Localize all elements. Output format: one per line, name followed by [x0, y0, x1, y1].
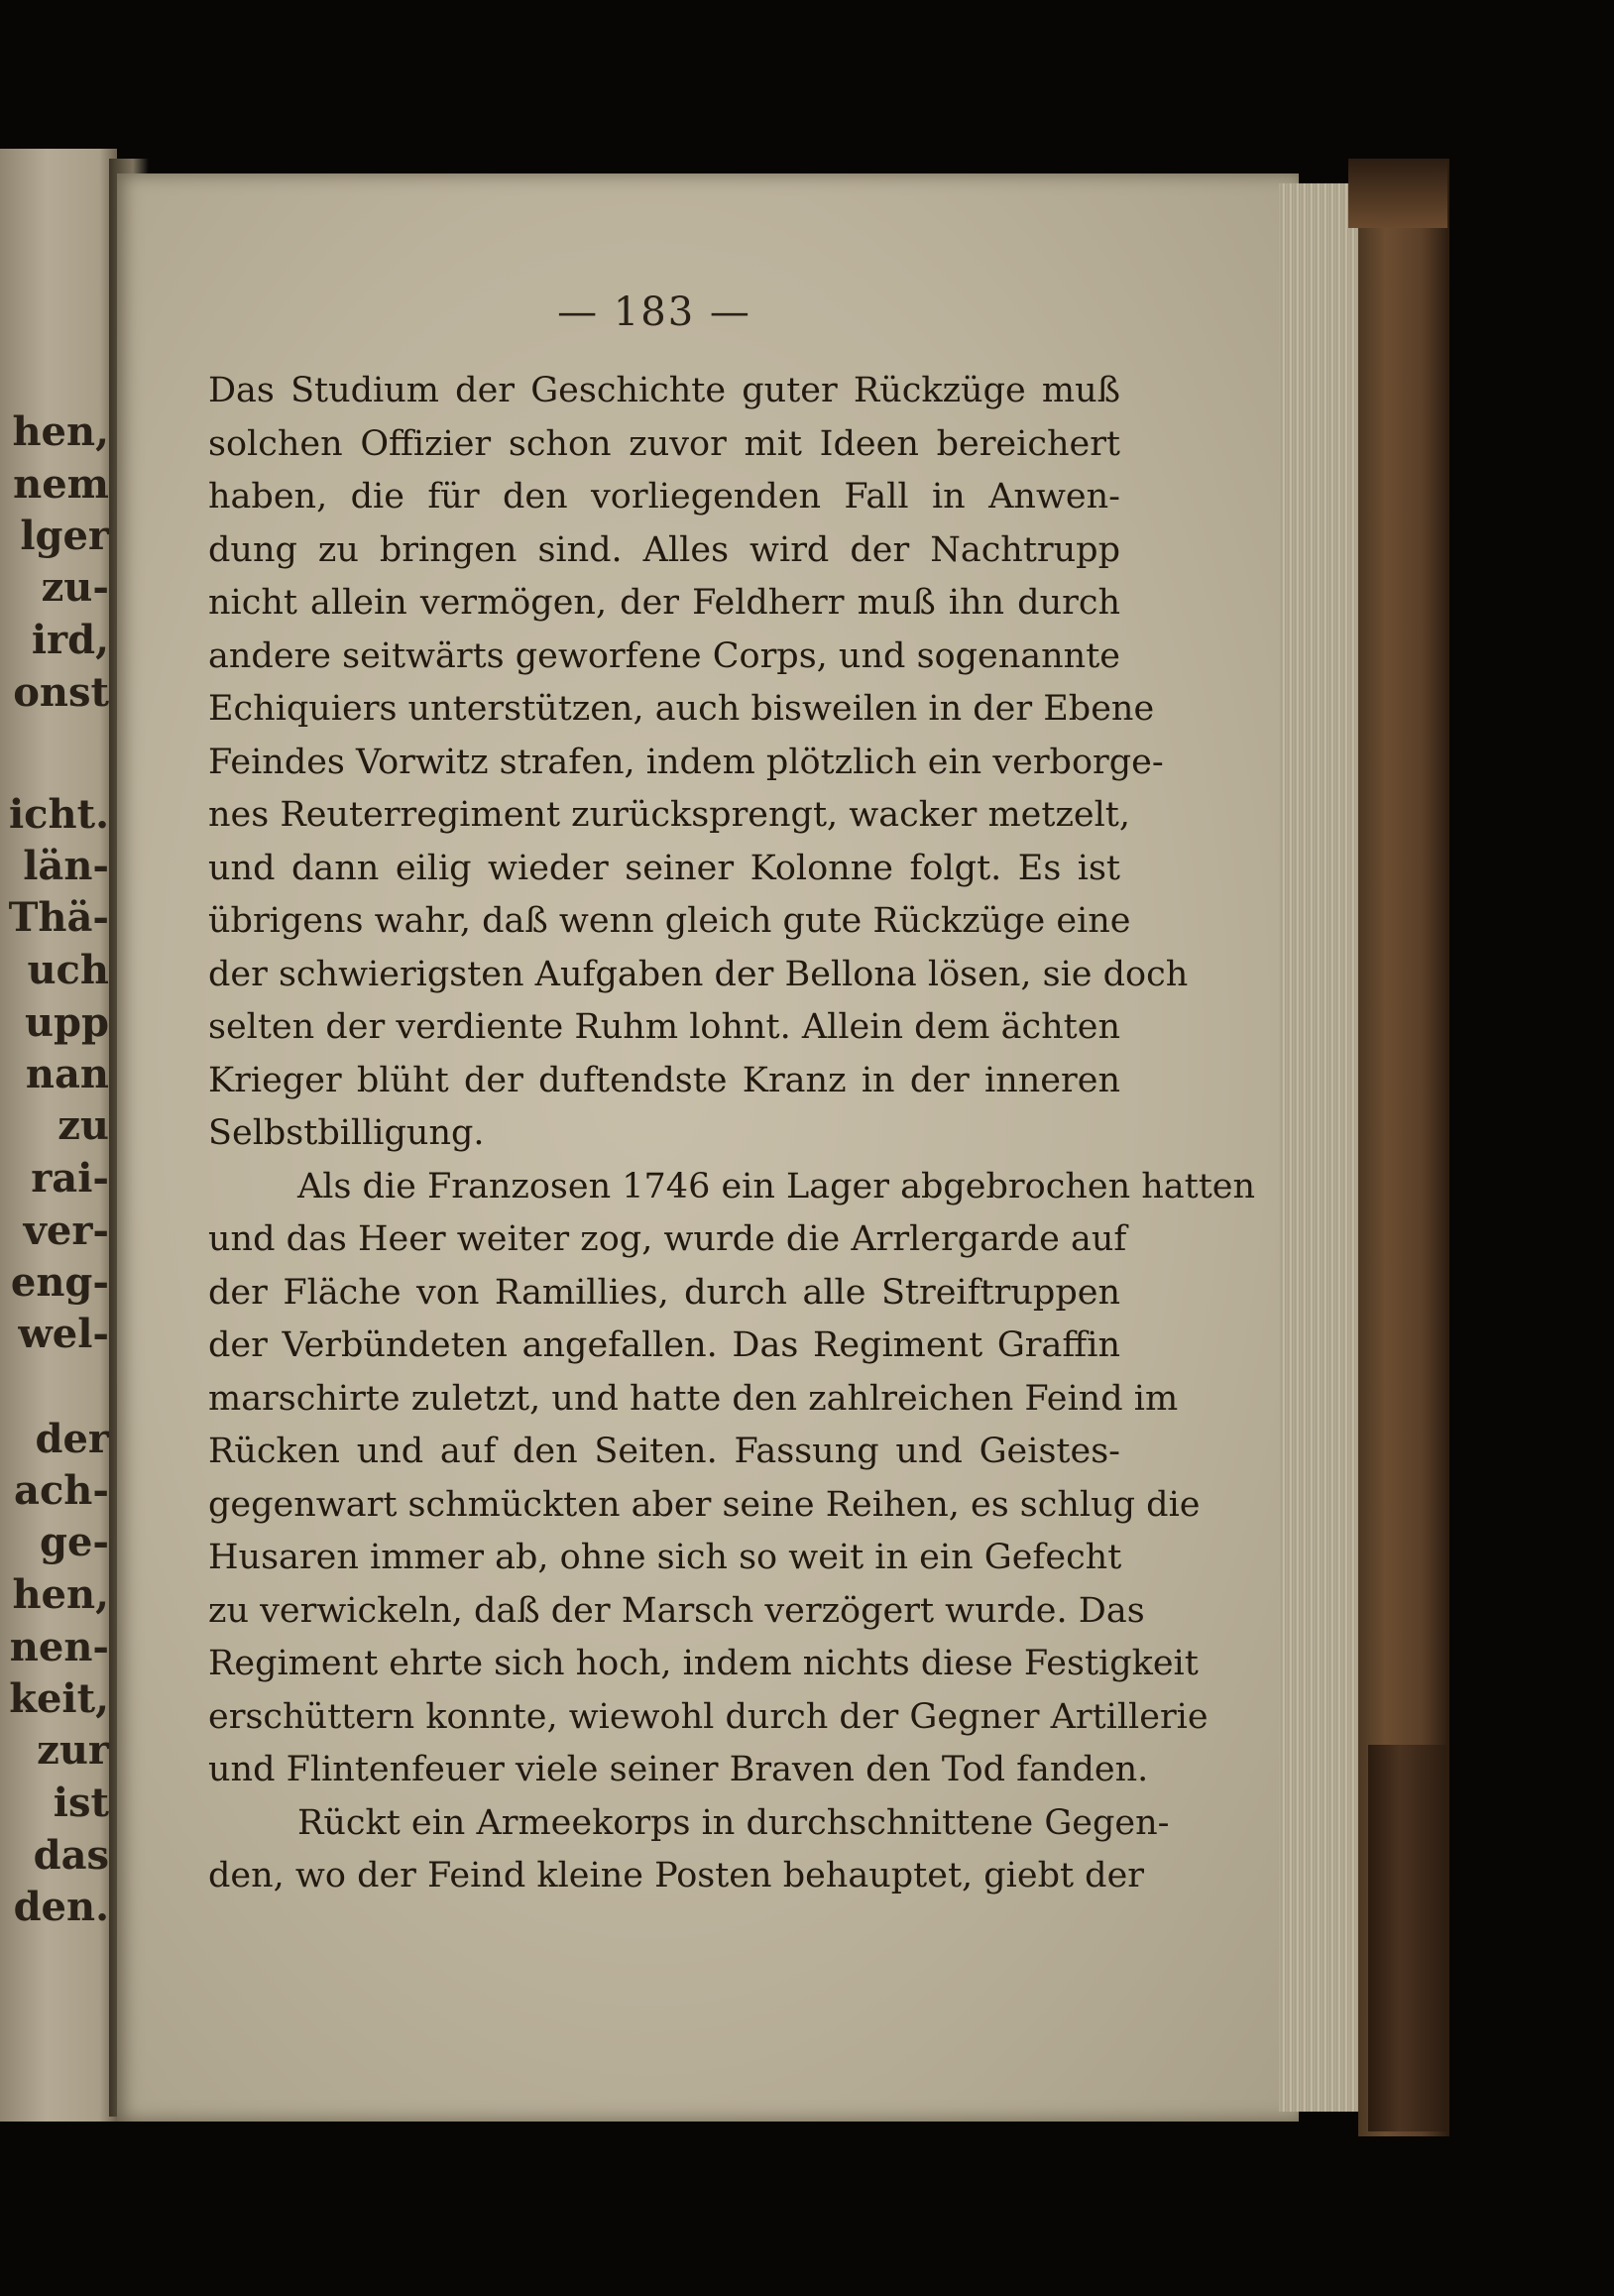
text-line: Rücken und auf den Seiten. Fassung und Geistes-	[208, 1432, 1120, 1471]
left-fragment-line: der	[35, 1416, 109, 1462]
left-fragment-line: den.	[13, 1884, 109, 1930]
left-fragment-line: das	[33, 1832, 109, 1879]
text-line: übrigens wahr, daß wenn gleich gute Rückzüge eine	[208, 901, 1131, 941]
left-fragment-line: ge-	[39, 1519, 109, 1565]
left-fragment-line: hen,	[12, 1571, 109, 1618]
text-line: Das Studium der Geschichte guter Rückzüge muß	[208, 371, 1120, 410]
left-fragment-line: zu-	[41, 564, 109, 611]
text-line: Husaren immer ab, ohne sich so weit in ein Gefecht	[208, 1538, 1122, 1577]
text-line: andere seitwärts geworfene Corps, und sogenannte	[208, 635, 1120, 676]
left-fragment-line: ver-	[23, 1207, 109, 1254]
left-fragment-line: rai-	[31, 1155, 109, 1202]
text-line: dung zu bringen sind. Alles wird der Nachtrupp	[208, 529, 1120, 570]
left-fragment-line: nem	[13, 461, 109, 508]
text-line: Als die Franzosen 1746 ein Lager abgebrochen hatten	[297, 1166, 1256, 1206]
left-fragment-line: upp	[24, 999, 109, 1046]
body-text	[208, 365, 1256, 1903]
text-line: marschirte zuletzt, und hatte den zahlreichen Feind im	[208, 1378, 1179, 1419]
text-line: zu verwickeln, daß der Marsch verzögert wurde. Das	[208, 1590, 1145, 1631]
page-number: — 183 —	[557, 289, 751, 335]
text-line: gegenwart schmückten aber seine Reihen, es schlug die	[208, 1484, 1201, 1525]
left-fragment-line: lger	[20, 513, 109, 559]
text-line: erschüttern konnte, wiewohl durch der Gegner Artillerie	[208, 1696, 1209, 1737]
text-line: Rückt ein Armeekorps in durchschnittene Gegen-	[297, 1802, 1170, 1843]
text-line: selten der verdiente Ruhm lohnt. Allein dem ächten	[208, 1007, 1120, 1047]
left-fragment-line: eng-	[10, 1259, 109, 1306]
book-cover-bottom	[1368, 1745, 1447, 2131]
left-fragment-line: zur	[37, 1727, 109, 1774]
left-fragment-line: nan	[25, 1051, 109, 1097]
left-fragment-line: ach-	[14, 1467, 109, 1514]
text-line: nes Reuterregiment zurücksprengt, wacker metzelt,	[208, 795, 1130, 835]
text-line: der Fläche von Ramillies, durch alle Streiftruppen	[208, 1272, 1120, 1313]
left-fragment-line: län-	[23, 843, 109, 889]
text-line: Echiquiers unterstützen, auch bisweilen in der Ebene	[208, 689, 1155, 729]
left-fragment-line: Thä-	[8, 894, 109, 941]
left-fragment-line: uch	[27, 947, 109, 993]
text-line: Feindes Vorwitz strafen, indem plötzlich ein verborge-	[208, 742, 1164, 782]
left-fragment-line: keit,	[9, 1675, 109, 1722]
text-line: der Verbündeten angefallen. Das Regiment Graffin	[208, 1325, 1120, 1365]
text-line: und dann eilig wieder seiner Kolonne folgt. Es ist	[208, 848, 1120, 888]
left-fragment-line: icht.	[8, 791, 109, 838]
text-line: haben, die für den vorliegenden Fall in Anwen-	[208, 477, 1120, 517]
text-line: Regiment ehrte sich hoch, indem nichts diese Festigkeit	[208, 1644, 1199, 1683]
text-line: der schwierigsten Aufgaben der Bellona lösen, sie doch	[208, 954, 1189, 994]
left-fragment-line: wel-	[18, 1311, 109, 1357]
left-fragment-line: ird,	[31, 617, 109, 663]
left-fragment-line: hen,	[12, 408, 109, 455]
left-fragment-line: ist	[53, 1779, 109, 1826]
text-line: Krieger blüht der duftendste Kranz in der inneren	[208, 1060, 1120, 1100]
text-line: nicht allein vermögen, der Feldherr muß ihn durch	[208, 583, 1120, 623]
text-line: den, wo der Feind kleine Posten behauptet, giebt der	[208, 1856, 1145, 1895]
left-fragment-line: nen-	[9, 1624, 109, 1670]
book-cover-top	[1348, 159, 1447, 228]
text-line: und das Heer weiter zog, wurde die Arrlergarde auf	[208, 1219, 1127, 1259]
left-fragment-line: zu	[58, 1102, 109, 1149]
left-page-fragment	[0, 149, 117, 2122]
text-line: solchen Offizier schon zuvor mit Ideen bereichert	[208, 423, 1120, 464]
text-line: und Flintenfeuer viele seiner Braven den Tod fanden.	[208, 1750, 1149, 1789]
text-line: Selbstbilligung.	[208, 1113, 485, 1153]
left-fragment-line: onst	[13, 669, 109, 716]
